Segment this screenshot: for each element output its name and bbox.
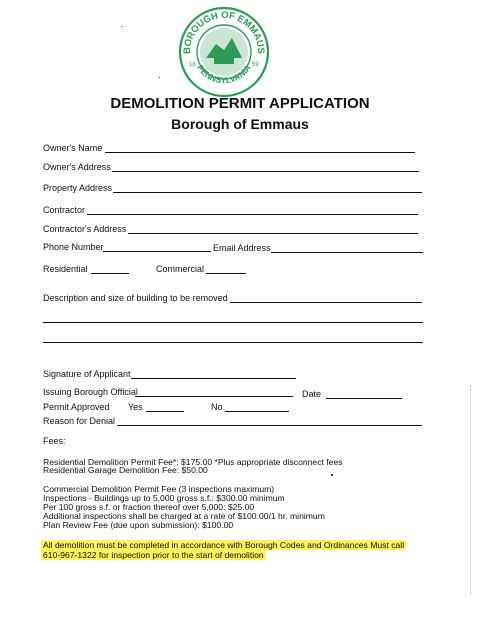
residential-garage-fee: Residential Garage Demolition Fee: $50.00 [43,465,208,475]
property-address-label: Property Address [43,183,113,193]
notice-line-1: All demolition must be completed in accordance with Borough Codes and Ordinances Must call [43,540,405,550]
seal-top-text: BOROUGH OF EMMAUS [181,9,267,55]
residential-label: Residential [43,264,88,274]
phone-number-field[interactable] [103,251,211,252]
seal-bottom-text: PENNSYLVANIA [195,62,253,86]
page-subtitle: Borough of Emmaus [171,116,309,132]
contractors-address-label: Contractor's Address [43,224,127,234]
issuing-official-field[interactable] [135,396,293,397]
issuing-official-label: Issuing Borough Official [43,387,138,397]
scan-speck [159,77,160,78]
property-address-field[interactable] [113,192,422,193]
notice-line-2: 610-967-1322 for inspection prior to the start of demolition [43,550,264,560]
commercial-field[interactable] [206,273,246,274]
description-line-2[interactable] [43,322,423,323]
additional-inspections-fee: Additional inspections shall be charged at a rate of $100.00/1 hr. minimum [43,511,325,521]
no-field[interactable] [225,411,289,412]
per-100-fee: Per 100 gross s.f. or fraction thereof over 5,000: $25.00 [43,502,255,512]
email-address-field[interactable] [271,252,423,253]
owners-address-label: Owner's Address [43,162,111,172]
description-field[interactable] [230,302,422,303]
contractors-address-field[interactable] [128,233,418,234]
description-line-3[interactable] [43,342,423,343]
description-label: Description and size of building to be removed [43,293,228,303]
yes-label: Yes [128,402,143,412]
seal-year-left: 18 [189,62,196,68]
commercial-label: Commercial [156,264,205,274]
page-title: DEMOLITION PERMIT APPLICATION [110,95,370,112]
residential-field[interactable] [91,273,129,274]
borough-seal-logo [176,4,272,100]
scan-speck [331,474,333,476]
contractor-field[interactable] [87,214,418,215]
seal-year-right: 59 [252,62,259,68]
scan-edge-shadow [470,385,471,595]
fees-heading: Fees: [43,436,66,446]
email-address-label: Email Address [213,243,271,253]
yes-field[interactable] [146,411,184,412]
permit-approved-label: Permit Approved [43,402,110,412]
reason-for-denial-field[interactable] [117,425,422,426]
no-label: No [211,402,223,412]
date-field[interactable] [326,398,402,399]
owners-name-field[interactable] [105,152,415,153]
owners-name-label: Owner's Name [43,143,103,153]
date-label: Date [302,389,322,399]
residential-demolition-fee: Residential Demolition Permit Fee*: $175.00 *Plus appropriate disconnect fees [43,457,343,467]
contractor-label: Contractor [43,205,86,215]
phone-number-label: Phone Number [43,242,104,252]
plan-review-fee: Plan Review Fee (due upon submission): $100.00 [43,520,234,530]
signature-label: Signature of Applicant [43,369,131,379]
signature-field[interactable] [131,378,296,379]
owners-address-field[interactable] [112,171,419,172]
inspections-fee: Inspections - Buildings up to 5,000 gross s.f.: $300.00 minimum [43,493,285,503]
reason-for-denial-label: Reason for Denial [43,416,116,426]
scan-speck [121,26,122,27]
commercial-demolition-fee: Commercial Demolition Permit Fee (3 inspections maximum) [43,484,275,494]
